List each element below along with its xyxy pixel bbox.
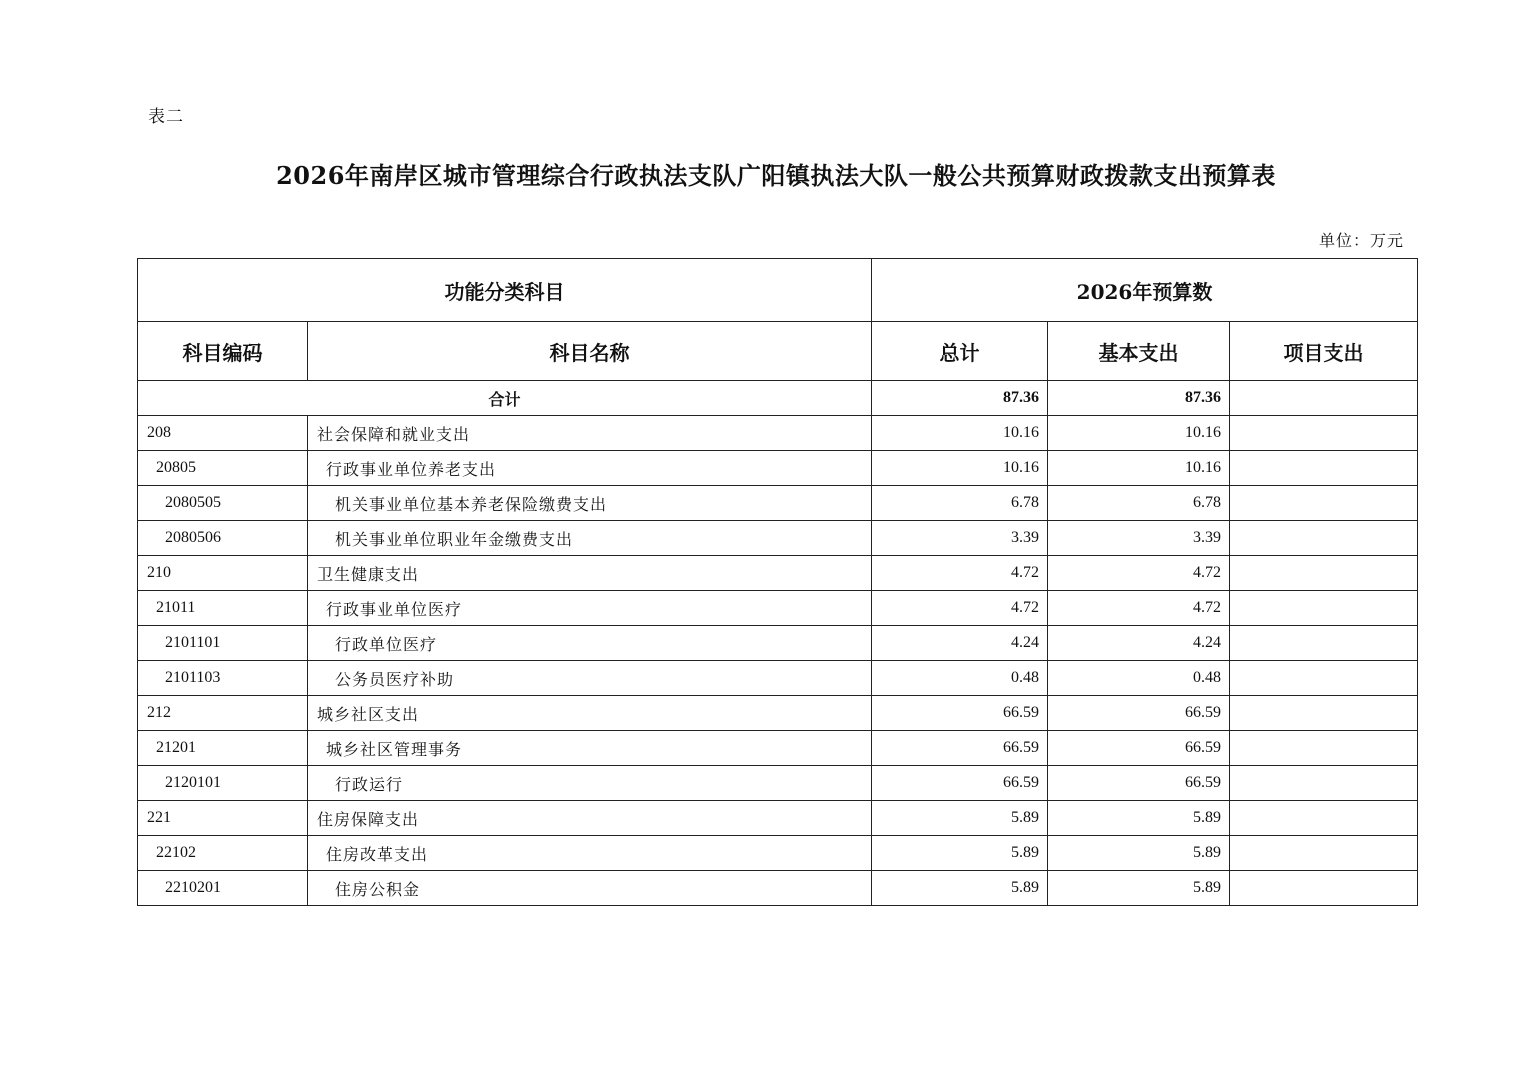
- row-code: 22102: [138, 836, 308, 871]
- row-total: 5.89: [872, 871, 1048, 906]
- unit-label: 单位：万元: [1318, 231, 1404, 250]
- row-total: 4.24: [872, 626, 1048, 661]
- row-basic: 10.16: [1048, 451, 1230, 486]
- row-total: 3.39: [872, 521, 1048, 556]
- row-basic: 0.48: [1048, 661, 1230, 696]
- row-basic: 4.72: [1048, 591, 1230, 626]
- table-row: [138, 836, 1418, 871]
- row-basic: 3.39: [1048, 521, 1230, 556]
- row-basic: 5.89: [1048, 836, 1230, 871]
- row-total: 66.59: [872, 731, 1048, 766]
- table-number: 表二: [148, 107, 184, 127]
- row-total: 66.59: [872, 766, 1048, 801]
- row-project: [1230, 451, 1418, 486]
- row-project: [1230, 521, 1418, 556]
- row-code: 21011: [138, 591, 308, 626]
- table-row: [138, 416, 1418, 451]
- row-project: [1230, 661, 1418, 696]
- row-basic: 10.16: [1048, 416, 1230, 451]
- row-project: [1230, 731, 1418, 766]
- row-code: 2120101: [138, 766, 308, 801]
- header-function-category: 功能分类科目: [138, 259, 872, 322]
- budget-table: [137, 258, 1418, 906]
- total-total: 87.36: [872, 381, 1048, 416]
- row-project: [1230, 556, 1418, 591]
- table-row: [138, 871, 1418, 906]
- table-row: [138, 766, 1418, 801]
- row-code: 21201: [138, 731, 308, 766]
- table-row: [138, 556, 1418, 591]
- header-project: 项目支出: [1230, 322, 1418, 381]
- row-basic: 6.78: [1048, 486, 1230, 521]
- total-project: [1230, 381, 1418, 416]
- row-name: 机关事业单位基本养老保险缴费支出: [308, 486, 872, 521]
- row-name: 行政运行: [308, 766, 872, 801]
- row-basic: 66.59: [1048, 696, 1230, 731]
- row-code: 2101103: [138, 661, 308, 696]
- row-name: 机关事业单位职业年金缴费支出: [308, 521, 872, 556]
- row-total: 4.72: [872, 556, 1048, 591]
- row-total: 0.48: [872, 661, 1048, 696]
- header-name: 科目名称: [308, 322, 872, 381]
- total-label: 合计: [138, 381, 872, 416]
- row-code: 221: [138, 801, 308, 836]
- row-name: 公务员医疗补助: [308, 661, 872, 696]
- row-name: 住房改革支出: [308, 836, 872, 871]
- row-project: [1230, 416, 1418, 451]
- table-row: [138, 661, 1418, 696]
- row-project: [1230, 766, 1418, 801]
- row-total: 6.78: [872, 486, 1048, 521]
- table-row: [138, 591, 1418, 626]
- row-code: 212: [138, 696, 308, 731]
- header-row-columns: [138, 322, 1418, 381]
- row-code: 2210201: [138, 871, 308, 906]
- row-name: 住房保障支出: [308, 801, 872, 836]
- row-project: [1230, 871, 1418, 906]
- row-name: 行政单位医疗: [308, 626, 872, 661]
- row-code: 210: [138, 556, 308, 591]
- row-project: [1230, 696, 1418, 731]
- row-total: 10.16: [872, 416, 1048, 451]
- row-total: 5.89: [872, 836, 1048, 871]
- table-row: [138, 451, 1418, 486]
- table-row: [138, 521, 1418, 556]
- row-basic: 66.59: [1048, 731, 1230, 766]
- header-basic: 基本支出: [1048, 322, 1230, 381]
- table-row: [138, 731, 1418, 766]
- row-code: 2080505: [138, 486, 308, 521]
- table-row: [138, 696, 1418, 731]
- row-total: 10.16: [872, 451, 1048, 486]
- row-total: 5.89: [872, 801, 1048, 836]
- header-row-group: [138, 259, 1418, 322]
- row-basic: 4.72: [1048, 556, 1230, 591]
- row-code: 2101101: [138, 626, 308, 661]
- row-basic: 66.59: [1048, 766, 1230, 801]
- row-project: [1230, 836, 1418, 871]
- row-name: 行政事业单位医疗: [308, 591, 872, 626]
- row-code: 2080506: [138, 521, 308, 556]
- row-name: 城乡社区管理事务: [308, 731, 872, 766]
- row-basic: 5.89: [1048, 871, 1230, 906]
- table-row: [138, 801, 1418, 836]
- row-name: 卫生健康支出: [308, 556, 872, 591]
- row-project: [1230, 486, 1418, 521]
- row-total: 66.59: [872, 696, 1048, 731]
- header-code: 科目编码: [138, 322, 308, 381]
- row-basic: 5.89: [1048, 801, 1230, 836]
- total-row: [138, 381, 1418, 416]
- row-project: [1230, 801, 1418, 836]
- row-name: 社会保障和就业支出: [308, 416, 872, 451]
- row-name: 城乡社区支出: [308, 696, 872, 731]
- document-title: 2026年南岸区城市管理综合行政执法支队广阳镇执法大队一般公共预算财政拨款支出预算表: [276, 161, 1276, 190]
- table-row: [138, 626, 1418, 661]
- header-budget-year: 2026年预算数: [872, 259, 1418, 322]
- row-code: 208: [138, 416, 308, 451]
- row-name: 行政事业单位养老支出: [308, 451, 872, 486]
- row-total: 4.72: [872, 591, 1048, 626]
- total-basic: 87.36: [1048, 381, 1230, 416]
- row-code: 20805: [138, 451, 308, 486]
- table-row: [138, 486, 1418, 521]
- row-project: [1230, 591, 1418, 626]
- row-project: [1230, 626, 1418, 661]
- header-total: 总计: [872, 322, 1048, 381]
- row-basic: 4.24: [1048, 626, 1230, 661]
- row-name: 住房公积金: [308, 871, 872, 906]
